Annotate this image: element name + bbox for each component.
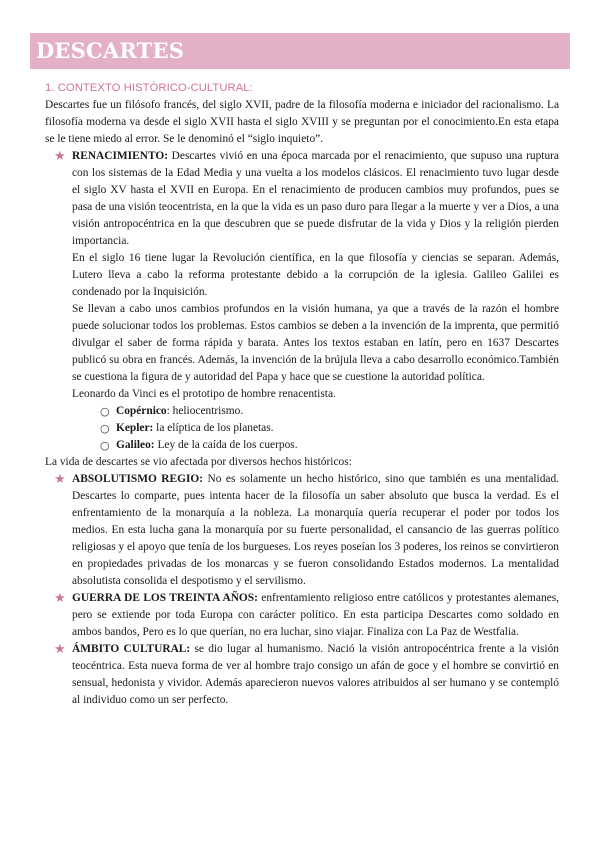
section-heading: 1. CONTEXTO HISTÓRICO-CULTURAL:: [45, 82, 253, 94]
term-guerra: GUERRA DE LOS TREINTA AÑOS:: [72, 592, 258, 604]
list-item: [100, 403, 559, 420]
renacimiento-paragraph-4: Leonardo da Vinci es el prototipo de hombre renacentista.: [72, 388, 336, 400]
circle-bullet-icon: ○: [100, 422, 110, 435]
star-bullet-icon: ★: [54, 591, 66, 606]
scientist-name: Galileo:: [116, 439, 155, 451]
term-renacimiento: RENACIMIENTO:: [72, 150, 168, 162]
scientist-name: Kepler:: [116, 422, 154, 434]
list-item: [100, 437, 559, 454]
ambito-text: se dio lugar al humanismo. Nació la visión antropocéntrica frente a la visión teocéntrica. Esta nueva forma de ver al hombre trajo consigo un afán de goce y el hombre se convirtió en sensual, hedonista y vividor. Además aparecieron nuevos valores atribuidos al ser humano y se contempló al individuo como un ser perfecto.: [72, 643, 559, 706]
renacimiento-paragraph-2: En el siglo 16 tiene lugar la Revolución científica, en la que filosofía y ciencias se separan. Además, Lutero lleva a cabo la reforma protestante debido a la corrupción de la iglesia. Galileo Galilei es condenado por la Inquisición.: [72, 252, 559, 298]
bullet-ambito: [45, 641, 559, 709]
bullet-renacimiento: [45, 148, 559, 250]
scientist-desc: Ley de la caída de los cuerpos.: [154, 439, 298, 451]
bullet-guerra: [45, 590, 559, 641]
transition-paragraph: La vida de descartes se vio afectada por diversos hechos históricos:: [45, 456, 352, 468]
scientist-desc: la elíptica de los planetas.: [153, 422, 274, 434]
list-item: [100, 420, 559, 437]
renacimiento-text: Descartes vivió en una época marcada por el renacimiento, que supuso una ruptura con los sistemas de la Edad Media y una vuelta a los modelos clásicos. El renacimiento tuvo lugar desde el siglo XV hasta el XVII en Europa. En el renacimiento de producen cambios muy profundos, pues se pasa de una visión teocentrista, en la que la vida es un paso duro para llegar a la muerte y ver a Dios, a una visión antropocéntrica en la que descubren que se puede disfrutar de la vida y Dios y la religión pierden importancia.: [72, 150, 559, 247]
circle-bullet-icon: ○: [100, 439, 110, 452]
circle-bullet-icon: ○: [100, 405, 110, 418]
star-bullet-icon: ★: [54, 149, 66, 164]
scientist-name: Copérnico: [116, 405, 167, 417]
scientist-desc: : heliocentrismo.: [166, 405, 244, 417]
bullet-absolutismo: [45, 471, 559, 590]
document-body: [45, 80, 559, 709]
star-bullet-icon: ★: [54, 472, 66, 487]
term-ambito: ÁMBITO CULTURAL:: [72, 643, 191, 655]
title-banner: [30, 33, 570, 69]
star-bullet-icon: ★: [54, 642, 66, 657]
renacimiento-paragraph-3: Se llevan a cabo unos cambios profundos en la visión humana, ya que a través de la razón el hombre puede solucionar todos los problemas. Estos cambios se deben a la invención de la imprenta, que permitió divulgar el saber de forma rápida y barata. Antes los textos estaban en latín, pero en 1637 Descartes publicó su obra en francés. Además, la invención de la brújula lleva a cabo desarrollo económico.También se cuestiona la figura de y autoridad del Papa y hace que se cuestione la autoridad política.: [72, 303, 559, 383]
page-title: DESCARTES: [36, 38, 185, 63]
scientists-list: [45, 403, 559, 454]
intro-paragraph: Descartes fue un filósofo francés, del siglo XVII, padre de la filosofía moderna e iniciador del racionalismo. La filosofía moderna va desde el siglo XVII hasta el siglo XVIII y se preguntan por el conocimiento.En esta etapa se le tiene miedo al error. Se le denominó el “siglo inquieto”.: [45, 99, 559, 145]
absolutismo-text: No es solamente un hecho histórico, sino que también es una mentalidad. Descartes lo comparte, pues intenta hacer de la filosofía un saber absoluto que busca la verdad. Es el enfrentamiento de la monarquía a la nobleza. La monarquía quería recuperar el poder por todos los medios. En esta lucha gana la monarquía por su fuerte personalidad, el cansancio de las guerras político religiosas y el apoyo que tenía de los burgueses. Los reyes poseían los 3 poderes, los reinos se convirtieron en propiedades privadas de los monarcas y se fueron consolidando Estados modernos. La mentalidad absolutista consolida el despotismo y el servilismo.: [72, 473, 560, 587]
guerra-text: enfrentamiento religioso entre católicos y protestantes alemanes, pero se extiende por toda Europa con carácter político. En esta participa Descartes como soldado en ambos bandos, Pero es lo que querían, no era luchar, sino viajar. Finaliza con La Paz de Westfalia.: [72, 592, 559, 638]
term-absolutismo: ABSOLUTISMO REGIO:: [72, 473, 204, 485]
